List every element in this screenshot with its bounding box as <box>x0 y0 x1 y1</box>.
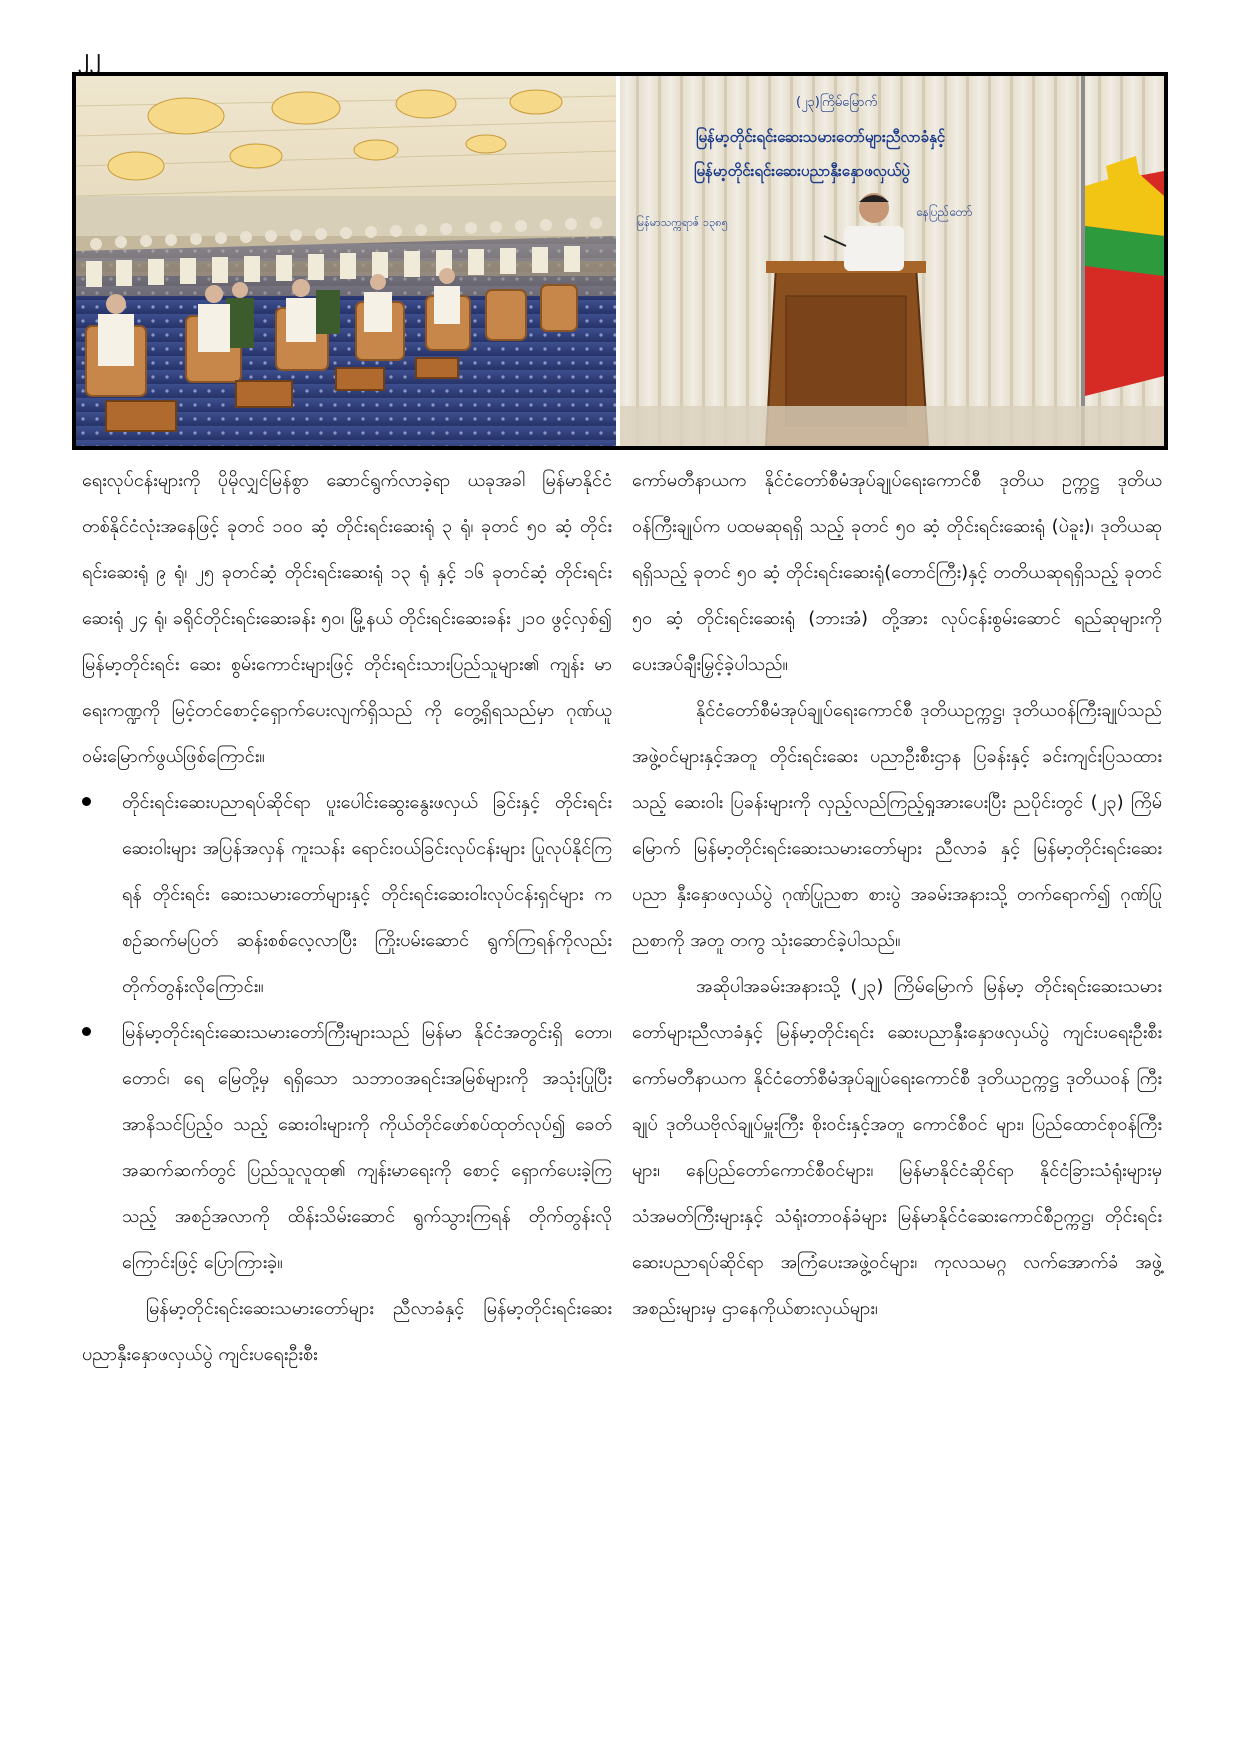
right-column <box>632 458 1162 1332</box>
event-photos <box>76 76 1164 446</box>
banner-date: မြန်မာသက္ကရာဇ် ၁၃၈၅ <box>636 216 728 229</box>
bullet-dot <box>82 797 91 806</box>
photo-strip <box>72 72 1168 450</box>
bullet-text-2: မြန်မာ့တိုင်းရင်းဆေးသမားတော်ကြီးများသည် မြန်မာ နိုင်ငံအတွင်းရှိ တော၊ တောင်၊ ရေ မြေတို့မှ ရရှိသော သဘာဝအရင်းအမြစ်များကို အသုံးပြုပြီး အာနိသင်ပြည့်ဝ သည့် ဆေးဝါးများကို ကိုယ်တိုင်ဖော်စပ်ထုတ်လုပ်၍ ခေတ် အဆက်ဆက်တွင် ပြည်သူလူထု၏ ကျန်းမာရေးကို စောင့် ရှောက်ပေးခဲ့ကြသည့် အစဉ်အလာကို ထိန်းသိမ်းဆောင် ရွက်သွားကြရန် တိုက်တွန်းလိုကြောင်းဖြင့် ပြောကြားခဲ့။ <box>122 1022 612 1273</box>
bullet-text-1: တိုင်းရင်းဆေးပညာရပ်ဆိုင်ရာ ပူးပေါင်းဆွေးနွေးဖလှယ် ခြင်းနှင့် တိုင်းရင်းဆေးဝါးများ အပြန်အလှန် ကူးသန်း ရောင်းဝယ်ခြင်းလုပ်ငန်းများ ပြုလုပ်နိုင်ကြရန် တိုင်းရင်း ဆေးသမားတော်များနှင့် တိုင်းရင်းဆေးဝါးလုပ်ငန်းရှင်များ က စဉ်ဆက်မပြတ် ဆန်းစစ်လေ့လာပြီး ကြိုးပမ်းဆောင် ရွက်ကြရန်ကိုလည်း တိုက်တွန်းလိုကြောင်း။ <box>122 792 612 997</box>
speaker-stage-photo <box>620 76 1164 446</box>
left-column <box>82 458 612 1378</box>
page-number: ၂၂ <box>78 45 102 70</box>
right-paragraph-2: နိုင်ငံတော်စီမံအုပ်ချုပ်ရေးကောင်စီ ဒုတိယဥက္ကဋ္ဌ၊ ဒုတိယဝန်ကြီးချုပ်သည် အဖွဲ့ဝင်များနှင့်အတူ တိုင်းရင်းဆေး ပညာဦးစီးဌာန ပြခန်းနှင့် ခင်းကျင်းပြသထားသည့် ဆေးဝါး ပြခန်းများကို လှည့်လည်ကြည့်ရှုအားပေးပြီး ညပိုင်းတွင် (၂၃) ကြိမ်မြောက် မြန်မာ့တိုင်းရင်းဆေးသမားတော်များ ညီလာခံ နှင့် မြန်မာ့တိုင်းရင်းဆေးပညာ နှီးနှောဖလှယ်ပွဲ ဂုဏ်ပြုညစာ စားပွဲ အခမ်းအနားသို့ တက်ရောက်၍ ဂုဏ်ပြုညစာကို အတူ တကွ သုံးဆောင်ခဲ့ပါသည်။ <box>632 700 1162 951</box>
left-paragraph-2: မြန်မာ့တိုင်းရင်းဆေးသမားတော်များ ညီလာခံနှင့် မြန်မာ့တိုင်းရင်းဆေးပညာနှီးနှောဖလှယ်ပွဲ ကျင်းပရေးဦးစီး <box>82 1298 612 1365</box>
banner-line2: မြန်မာ့တိုင်းရင်းဆေးသမားတော်များညီလာခံနှင့် <box>696 128 946 146</box>
bullet-dot <box>82 1027 91 1036</box>
right-paragraph-3: အဆိုပါအခမ်းအနားသို့ (၂၃) ကြိမ်မြောက် မြန်မာ့ တိုင်းရင်းဆေးသမားတော်များညီလာခံနှင့် မြန်မာ့တိုင်းရင်း ဆေးပညာနှီးနှောဖလှယ်ပွဲ ကျင်းပရေးဦးစီးကော်မတီနာယက နိုင်ငံတော်စီမံအုပ်ချုပ်ရေးကောင်စီ ဒုတိယဥက္ကဋ္ဌ ဒုတိယဝန် ကြီးချုပ် ဒုတိယဗိုလ်ချုပ်မှူးကြီး စိုးဝင်းနှင့်အတူ ကောင်စီဝင် များ၊ ပြည်ထောင်စုဝန်ကြီးများ၊ နေပြည်တော်ကောင်စီဝင်များ၊ မြန်မာနိုင်ငံဆိုင်ရာ နိုင်ငံခြားသံရုံးများမှ သံအမတ်ကြီးများနှင့် သံရုံးတာဝန်ခံများ မြန်မာနိုင်ငံဆေးကောင်စီဥက္ကဋ္ဌ၊ တိုင်းရင်း ဆေးပညာရပ်ဆိုင်ရာ အကြံပေးအဖွဲ့ဝင်များ၊ ကုလသမဂ္ဂ လက်အောက်ခံ အဖွဲ့အစည်းများမှ ဌာနေကိုယ်စားလှယ်များ၊ <box>632 976 1162 1319</box>
banner-line3: မြန်မာ့တိုင်းရင်းဆေးပညာနှီးနှောဖလှယ်ပွဲ <box>694 162 910 180</box>
bullet-item-2 <box>82 1010 612 1286</box>
banner-line1: (၂၃)ကြိမ်မြောက် <box>796 95 878 110</box>
left-paragraph-1: ရေးလုပ်ငန်းများကို ပိုမိုလျှင်မြန်စွာ ဆောင်ရွက်လာခဲ့ရာ ယခုအခါ မြန်မာနိုင်ငံတစ်နိုင်ငံလုံးအနေဖြင့် ခုတင် ၁၀၀ ဆံ့ တိုင်းရင်းဆေးရုံ ၃ ရုံ၊ ခုတင် ၅၀ ဆံ့ တိုင်းရင်းဆေးရုံ ၉ ရုံ၊ ၂၅ ခုတင်ဆံ့ တိုင်းရင်းဆေးရုံ ၁၃ ရုံ နှင့် ၁၆ ခုတင်ဆံ့ တိုင်းရင်းဆေးရုံ ၂၄ ရုံ၊ ခရိုင်တိုင်းရင်းဆေးခန်း ၅၀၊ မြို့နယ် တိုင်းရင်းဆေးခန်း ၂၁၀ ဖွင့်လှစ်၍ မြန်မာ့တိုင်းရင်း ဆေး စွမ်းကောင်းများဖြင့် တိုင်းရင်းသားပြည်သူများ၏ ကျန်း မာရေးကဏ္ဍကို မြင့်တင်စောင့်ရှောက်ပေးလျက်ရှိသည် ကို တွေ့ရှိရသည်မှာ ဂုဏ်ယူဝမ်းမြောက်ဖွယ်ဖြစ်ကြောင်း။ <box>82 470 612 767</box>
audience-hall-photo <box>76 76 616 446</box>
bullet-item-1 <box>82 780 612 1010</box>
banner-city: နေပြည်တော် <box>916 205 973 219</box>
right-paragraph-1: ကော်မတီနာယက နိုင်ငံတော်စီမံအုပ်ချုပ်ရေးကောင်စီ ဒုတိယ ဥက္ကဋ္ဌ ဒုတိယဝန်ကြီးချုပ်က ပထမဆုရရှိ သည့် ခုတင် ၅၀ ဆံ့ တိုင်းရင်းဆေးရုံ (ပဲခူး)၊ ဒုတိယဆုရရှိသည့် ခုတင် ၅၀ ဆံ့ တိုင်းရင်းဆေးရုံ(တောင်ကြီး)နှင့် တတိယဆုရရှိသည့် ခုတင် ၅၀ ဆံ့ တိုင်းရင်းဆေးရုံ (ဘားအံ) တို့အား လုပ်ငန်းစွမ်းဆောင် ရည်ဆုများကို ပေးအပ်ချီးမြှင့်ခဲ့ပါသည်။ <box>632 470 1162 675</box>
